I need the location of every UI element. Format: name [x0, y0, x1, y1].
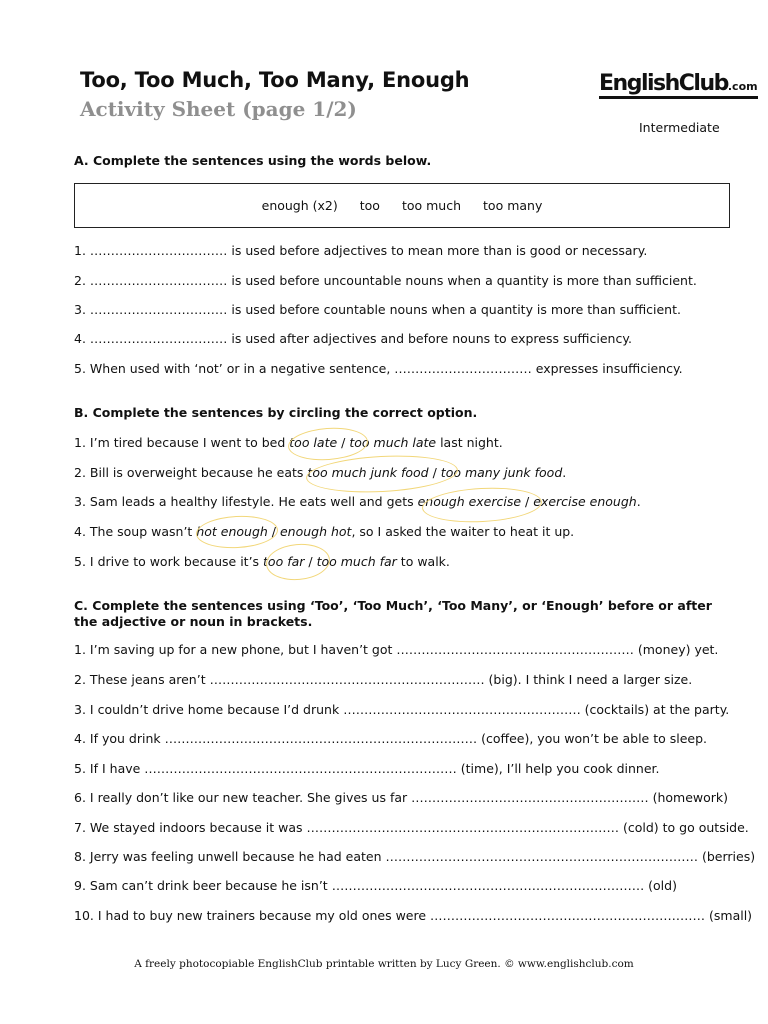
section-a-item — [74, 331, 632, 346]
section-a-item — [74, 273, 697, 288]
section-c-item — [74, 642, 718, 657]
option-one[interactable]: enough exercise — [417, 494, 522, 509]
answer-blank[interactable]: ………………………………………………………………… — [144, 761, 457, 776]
item-text: (time), I’ll help you cook dinner. — [456, 761, 660, 776]
word-bank-box — [74, 183, 730, 228]
item-number: 1. — [74, 642, 86, 657]
item-number: 3. — [74, 494, 86, 509]
item-number: 2. — [74, 273, 86, 288]
item-text: to walk. — [396, 554, 450, 569]
answer-blank[interactable]: …………………………… — [89, 302, 228, 317]
option-two[interactable]: too much late — [349, 435, 437, 450]
item-text: (money) yet. — [633, 642, 719, 657]
option-separator: / — [267, 524, 280, 539]
item-text: (berries) — [698, 849, 756, 864]
word-bank-item: too much — [401, 198, 462, 213]
section-c-item — [74, 761, 660, 776]
section-a-item — [74, 302, 681, 317]
worksheet-title: Too, Too Much, Too Many, Enough — [80, 68, 470, 92]
item-number: 3. — [74, 702, 86, 717]
option-two[interactable]: enough hot — [279, 524, 352, 539]
item-text: Sam leads a healthy lifestyle. He eats well and gets — [89, 494, 418, 509]
item-number: 4. — [74, 524, 86, 539]
answer-blank[interactable]: …………………………… — [89, 243, 228, 258]
item-text: I had to buy new trainers because my old ones were — [97, 908, 431, 923]
section-c-item — [74, 878, 677, 893]
item-text: When used with ‘not’ or in a negative sentence, — [89, 361, 395, 376]
item-number: 3. — [74, 302, 86, 317]
option-separator: / — [428, 465, 441, 480]
item-number: 6. — [74, 790, 86, 805]
item-number: 2. — [74, 672, 86, 687]
answer-blank[interactable]: ………………………………………………………………… — [306, 820, 620, 835]
item-text: Jerry was feeling unwell because he had eaten — [89, 849, 386, 864]
item-text: (cold) to go outside. — [619, 820, 749, 835]
option-separator: / — [304, 554, 317, 569]
option-two[interactable]: exercise enough — [533, 494, 637, 509]
option-one[interactable]: too late — [289, 435, 338, 450]
section-a-item — [74, 361, 683, 376]
option-separator: / — [337, 435, 350, 450]
word-bank-item: too many — [483, 198, 543, 213]
answer-blank[interactable]: …………………………… — [89, 331, 228, 346]
item-number: 4. — [74, 331, 86, 346]
item-number: 10. — [74, 908, 94, 923]
englishclub-logo — [599, 73, 758, 99]
item-text: If I have — [89, 761, 145, 776]
option-one[interactable]: hot enough — [196, 524, 268, 539]
item-text: Bill is overweight because he eats — [89, 465, 308, 480]
section-c-item — [74, 849, 755, 864]
item-text: (small) — [705, 908, 753, 923]
item-text: (old) — [644, 878, 677, 893]
item-text: (cocktails) at the party. — [580, 702, 730, 717]
section-c-item — [74, 702, 729, 717]
item-text: (big). I think I need a larger size. — [484, 672, 693, 687]
item-text: last night. — [436, 435, 503, 450]
item-text: Sam can’t drink beer because he isn’t — [89, 878, 332, 893]
item-text: I’m tired because I went to bed — [89, 435, 290, 450]
item-text: I really don’t like our new teacher. She gives us far — [89, 790, 412, 805]
item-text: , so I asked the waiter to heat it up. — [351, 524, 575, 539]
logo-main-text: EnglishClub — [599, 71, 728, 96]
item-text: (homework) — [648, 790, 729, 805]
item-number: 4. — [74, 731, 86, 746]
section-b-item — [74, 524, 574, 539]
answer-blank[interactable]: ………………………………………………………… — [430, 908, 706, 923]
level-label: Intermediate — [639, 120, 720, 135]
option-two[interactable]: too much far — [316, 554, 397, 569]
answer-blank[interactable]: ………………………………………………………………… — [164, 731, 478, 746]
item-text: We stayed indoors because it was — [89, 820, 307, 835]
item-text: I’m saving up for a new phone, but I haven’t got — [89, 642, 397, 657]
worksheet-subtitle: Activity Sheet (page 1/2) — [80, 97, 357, 121]
answer-blank[interactable]: …………………………… — [89, 273, 228, 288]
logo-suffix-text: .com — [727, 80, 758, 93]
option-separator: / — [521, 494, 534, 509]
option-one[interactable]: too much junk food — [307, 465, 429, 480]
item-number: 2. — [74, 465, 86, 480]
item-text: is used before countable nouns when a quantity is more than sufficient. — [227, 302, 681, 317]
answer-blank[interactable]: ………………………………………………… — [343, 702, 581, 717]
section-c-item — [74, 820, 749, 835]
item-number: 9. — [74, 878, 86, 893]
item-text: (coffee), you won’t be able to sleep. — [477, 731, 708, 746]
answer-blank[interactable]: ………………………………………………… — [396, 642, 634, 657]
section-c-item — [74, 672, 692, 687]
section-c-heading: C. Complete the sentences using ‘Too’, ‘Too Much’, ‘Too Many’, or ‘Enough’ before or after the adjective or noun in brackets. — [74, 598, 712, 629]
section-a-heading: A. Complete the sentences using the words below. — [74, 153, 432, 168]
item-text: is used before uncountable nouns when a quantity is more than sufficient. — [227, 273, 697, 288]
word-bank-item: too — [359, 198, 380, 213]
section-a-item — [74, 243, 647, 258]
item-text: is used before adjectives to mean more than is good or necessary. — [227, 243, 648, 258]
option-two[interactable]: too many junk food — [440, 465, 563, 480]
section-b-item — [74, 435, 503, 450]
item-text: expresses insufficiency. — [531, 361, 683, 376]
item-number: 8. — [74, 849, 86, 864]
item-text: I drive to work because it’s — [89, 554, 264, 569]
item-number: 7. — [74, 820, 86, 835]
answer-blank[interactable]: ………………………………………………………………… — [385, 849, 699, 864]
section-c-item — [74, 790, 728, 805]
item-text: The soup wasn’t — [89, 524, 197, 539]
section-b-heading: B. Complete the sentences by circling the correct option. — [74, 405, 478, 420]
item-text: . — [562, 465, 567, 480]
item-text: is used after adjectives and before nouns to express sufficiency. — [227, 331, 632, 346]
section-c-item — [74, 731, 707, 746]
option-one[interactable]: too far — [263, 554, 305, 569]
item-number: 1. — [74, 243, 86, 258]
answer-blank[interactable]: …………………………… — [394, 361, 532, 376]
item-number: 5. — [74, 361, 86, 376]
page-footer: A freely photocopiable EnglishClub printable written by Lucy Green. © www.englishclub.com — [134, 958, 634, 970]
word-bank-item: enough (x2) — [261, 198, 338, 213]
item-number: 5. — [74, 554, 86, 569]
answer-blank[interactable]: ………………………………………………………… — [209, 672, 485, 687]
section-b-item — [74, 554, 450, 569]
item-number: 1. — [74, 435, 86, 450]
item-text: If you drink — [89, 731, 165, 746]
item-text: I couldn’t drive home because I’d drunk — [89, 702, 344, 717]
answer-blank[interactable]: ………………………………………………………………… — [331, 878, 645, 893]
item-number: 5. — [74, 761, 86, 776]
item-text: . — [636, 494, 641, 509]
section-b-item — [74, 465, 566, 480]
section-b-item — [74, 494, 641, 509]
section-c-item — [74, 908, 752, 923]
answer-blank[interactable]: ………………………………………………… — [411, 790, 649, 805]
item-text: These jeans aren’t — [89, 672, 210, 687]
